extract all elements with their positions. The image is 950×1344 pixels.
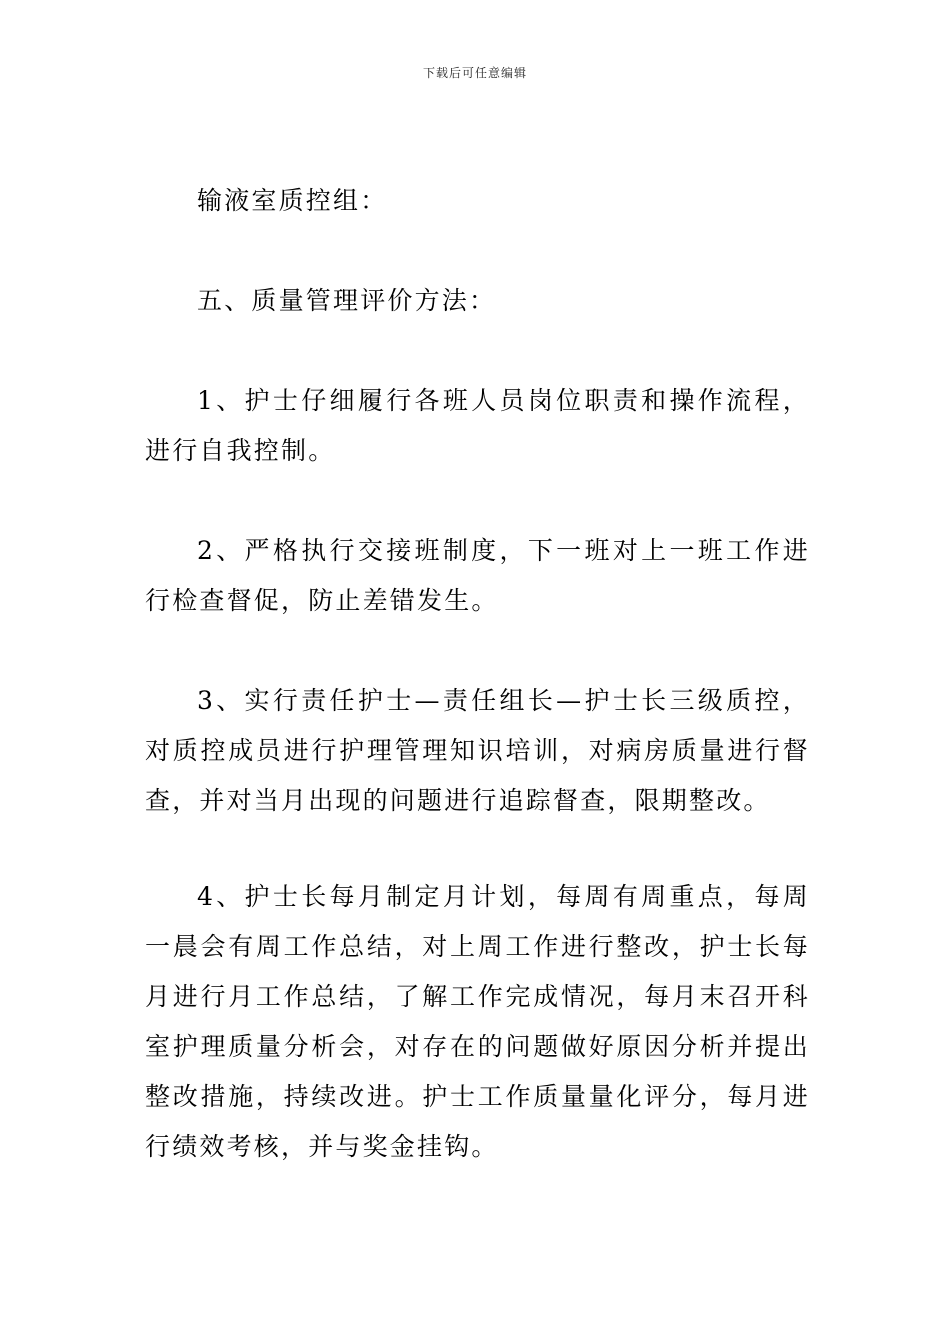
paragraph-item-4: 4、护士长每月制定月计划，每周有周重点，每周一晨会有周工作总结，对上周工作进行整改，护士长每月进行月工作总结，了解工作完成情况，每月末召开科室护理质量分析会，对存在的问题做好原因分析并提出整改措施，持续改进。护士工作质量量化评分，每月进行绩效考核，并与奖金挂钩。 xyxy=(145,882,810,1161)
header-note: 下载后可任意编辑 xyxy=(422,66,527,80)
team-heading: 输液室质控组： xyxy=(197,186,388,215)
paragraph-item-3: 3、实行责任护士—责任组长—护士长三级质控，对质控成员进行护理管理知识培训，对病房质量进行督查，并对当月出现的问题进行追踪督查，限期整改。 xyxy=(145,686,810,815)
paragraph-item-1: 1、护士仔细履行各班人员岗位职责和操作流程，进行自我控制。 xyxy=(145,386,810,465)
paragraph-item-2: 2、严格执行交接班制度，下一班对上一班工作进行检查督促，防止差错发生。 xyxy=(145,536,810,615)
section-heading: 五、质量管理评价方法： xyxy=(197,286,497,315)
